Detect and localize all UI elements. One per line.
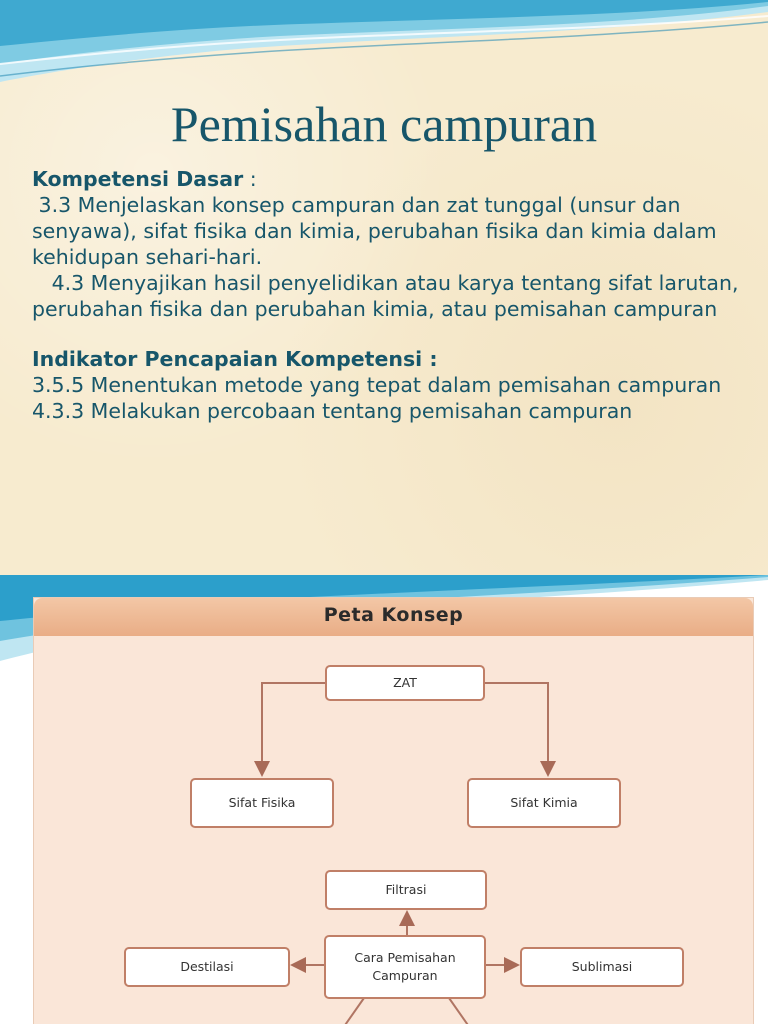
top-wave-decoration — [0, 0, 768, 110]
concept-map-title: Peta Konsep — [323, 604, 464, 626]
kd-3-3-text: 3.3 Menjelaskan konsep campuran dan zat tunggal (unsur dan senyawa), sifat fisika dan kimia, perubahan fisika dan kimia dalam kehidupan sehari-hari. — [32, 193, 724, 269]
kompetensi-line — [32, 166, 757, 192]
slide-title: Pemisahan campuran — [170, 96, 598, 152]
indikator-heading: Indikator Pencapaian Kompetensi : — [32, 347, 438, 371]
concept-map-panel — [33, 597, 754, 1024]
slide-concept-map — [0, 575, 768, 1024]
edge-cara-bottom-left — [336, 998, 364, 1024]
indikator-item: 4.3.3 Melakukan percobaan tentang pemisahan campuran — [32, 399, 633, 423]
kompetensi-colon: : — [243, 167, 257, 191]
edge-zat-sifat-fisika — [262, 683, 325, 775]
node-cara-pemisahan: Cara Pemisahan Campuran — [324, 935, 486, 999]
indikator-item: 3.5.5 Menentukan metode yang tepat dalam pemisahan campuran — [32, 373, 722, 397]
kd-4-3-text: 4.3 Menyajikan hasil penyelidikan atau karya tentang sifat larutan, perubahan fisika dan perubahan kimia, atau pemisahan campuran — [32, 271, 746, 321]
node-sifat-fisika: Sifat Fisika — [190, 778, 334, 828]
node-sublimasi: Sublimasi — [520, 947, 684, 987]
kompetensi-heading: Kompetensi Dasar — [32, 167, 244, 191]
node-sifat-kimia: Sifat Kimia — [467, 778, 621, 828]
node-destilasi: Destilasi — [124, 947, 290, 987]
edge-cara-bottom-right — [449, 998, 477, 1024]
slide-body — [32, 166, 757, 424]
edge-zat-sifat-kimia — [485, 683, 548, 775]
node-zat: ZAT — [325, 665, 485, 701]
node-filtrasi: Filtrasi — [325, 870, 487, 910]
